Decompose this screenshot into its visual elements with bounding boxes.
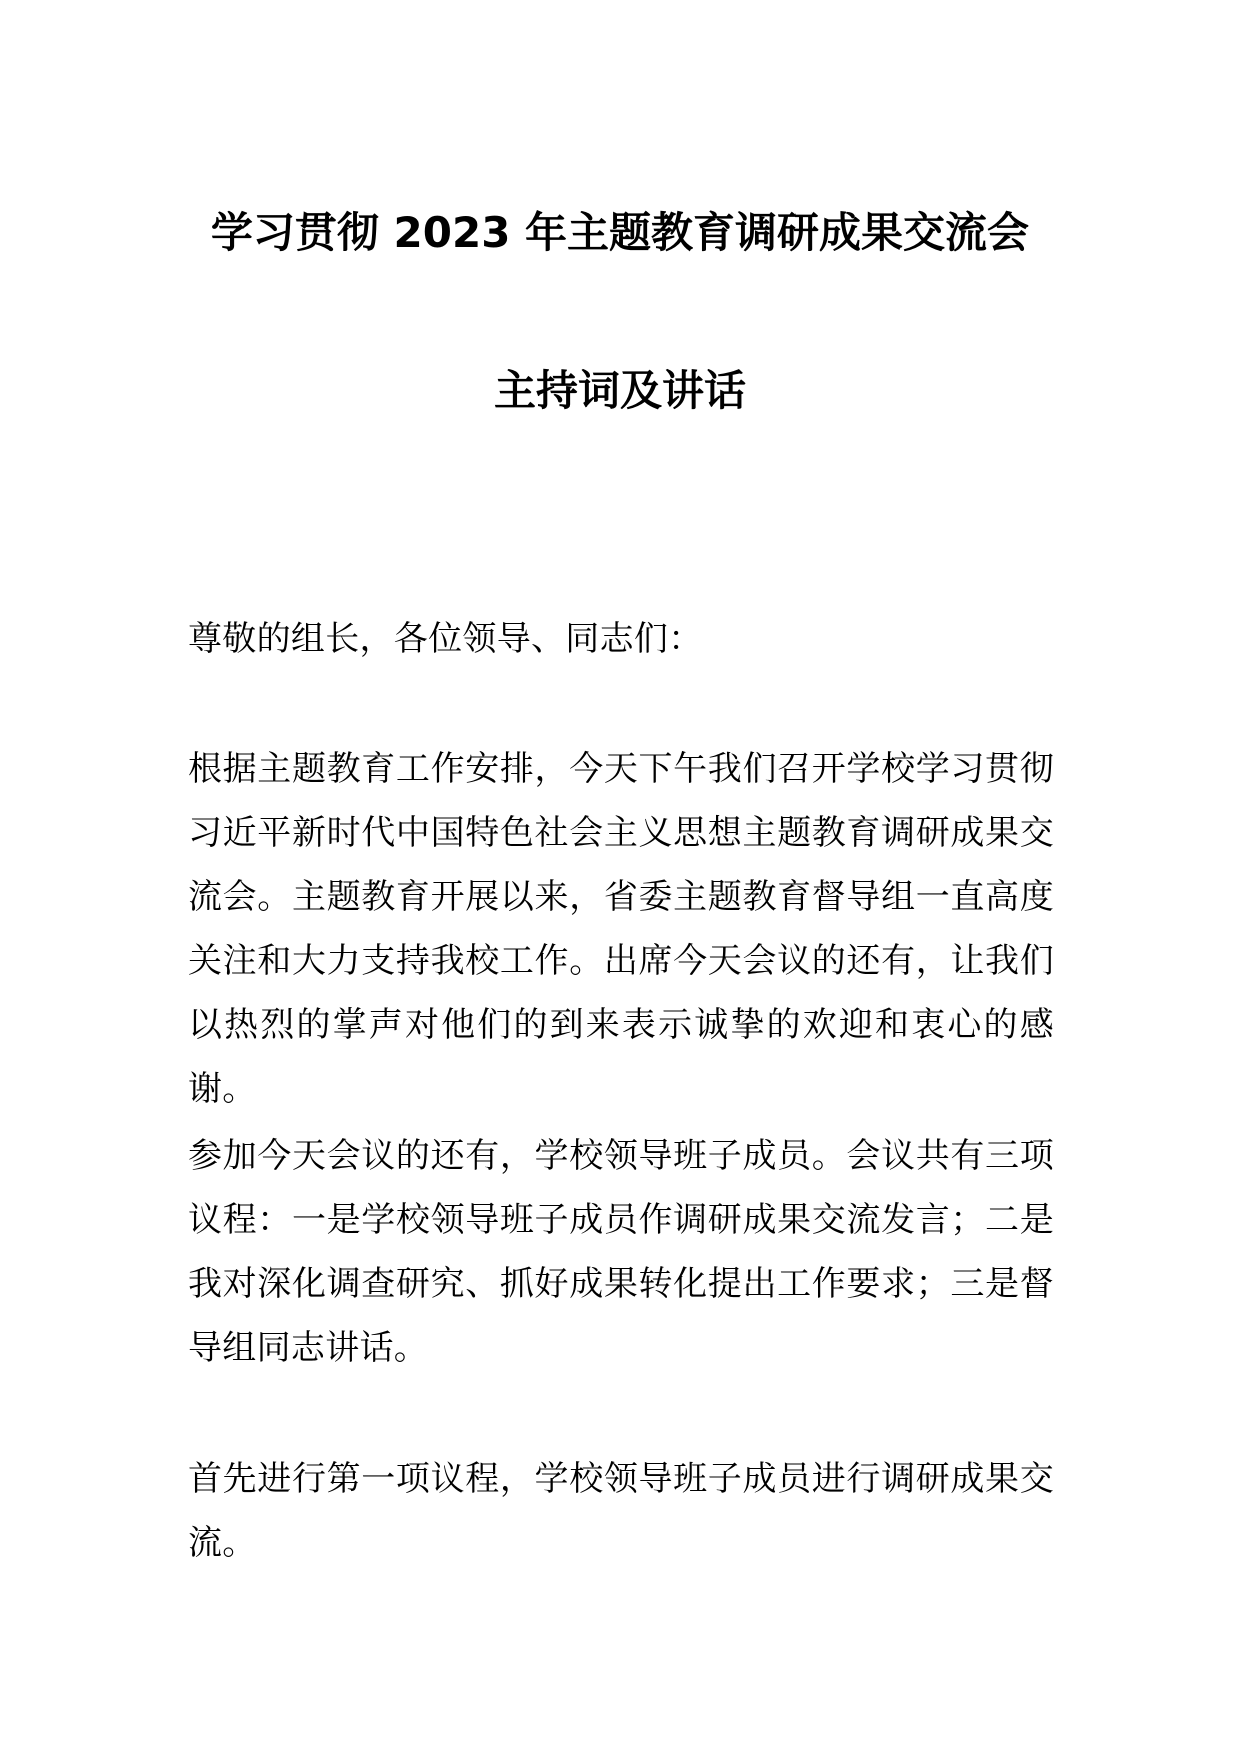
document-title-line-2: 主持词及讲话	[493, 366, 746, 415]
document-title-line-1: 学习贯彻 2023 年主题教育调研成果交流会	[210, 208, 1030, 257]
body-paragraph-2: 参加今天会议的还有，学校领导班子成员。会议共有三项议程：一是学校领导班子成员作调研成果交流发言；二是我对深化调查研究、抓好成果转化提出工作要求；三是督导组同志讲话。	[188, 1136, 1054, 1368]
body-paragraph-1: 根据主题教育工作安排，今天下午我们召开学校学习贯彻习近平新时代中国特色社会主义思想主题教育调研成果交流会。主题教育开展以来，省委主题教育督导组一直高度关注和大力支持我校工作。出席今天会议的还有，让我们以热烈的掌声对他们的到来表示诚挚的欢迎和衷心的感谢。	[188, 749, 1054, 1109]
greeting-paragraph: 尊敬的组长，各位领导、同志们：	[188, 619, 703, 659]
body-paragraph-3: 首先进行第一项议程，学校领导班子成员进行调研成果交流。	[188, 1459, 1054, 1563]
